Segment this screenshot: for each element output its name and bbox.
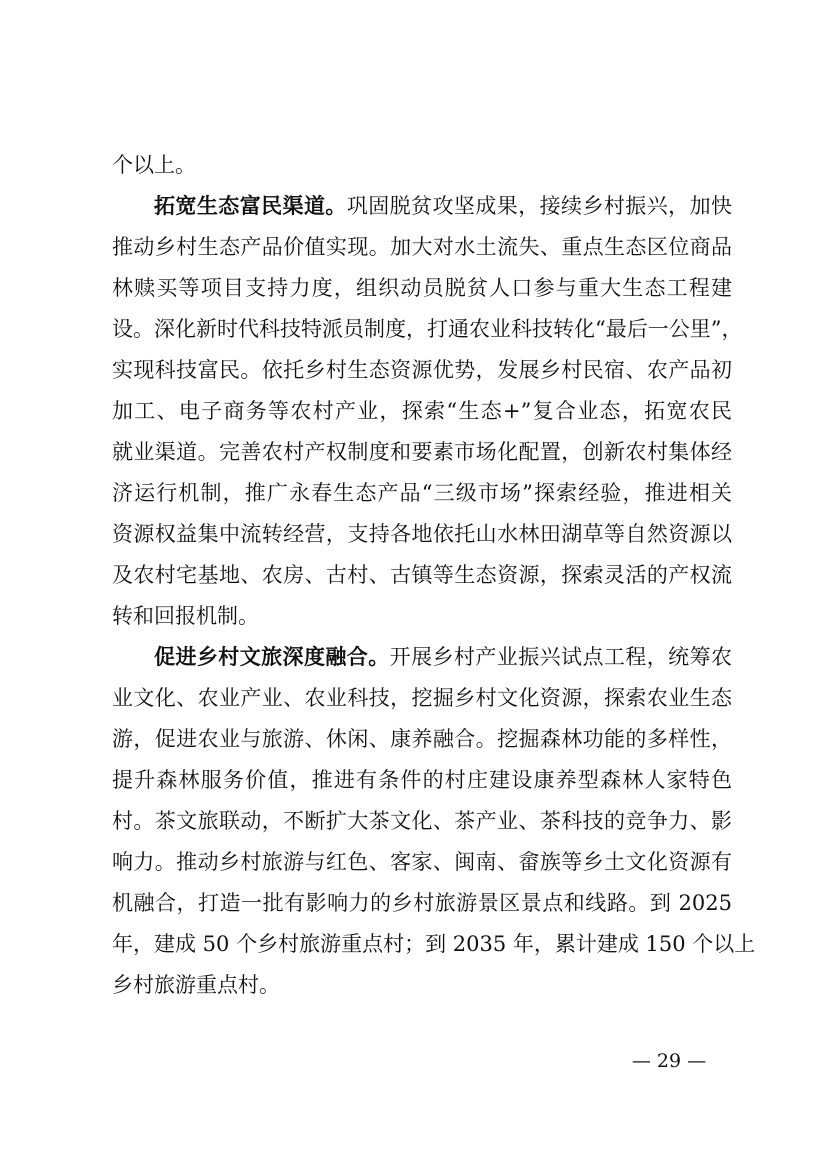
paragraph-line — [154, 640, 732, 674]
paragraph-line: 机融合，打造一批有影响力的乡村旅游景区景点和线路。到 2025 — [112, 891, 732, 915]
paragraph-line: 乡村旅游重点村。 — [112, 973, 280, 997]
paragraph-line: 年，建成 50 个乡村旅游重点村；到 2035 年，累计建成 150 个以上 — [112, 932, 756, 956]
paragraph-line: 实现科技富民。依托乡村生态资源优势，发展乡村民宿、农产品初 — [112, 358, 732, 382]
section-heading: 拓宽生态富民渠道。 — [154, 193, 347, 218]
paragraph-line: 推动乡村生态产品价值实现。加大对水土流失、重点生态区位商品 — [112, 235, 732, 259]
paragraph-line: 林赎买等项目支持力度，组织动员脱贫人口参与重大生态工程建 — [112, 276, 732, 300]
paragraph-line — [154, 189, 732, 223]
paragraph-line: 个以上。 — [112, 153, 196, 177]
paragraph-line: 转和回报机制。 — [112, 604, 259, 628]
section-heading: 促进乡村文旅深度融合。 — [154, 644, 390, 669]
paragraph-line: 村。茶文旅联动，不断扩大茶文化、茶产业、茶科技的竞争力、影 — [112, 809, 732, 833]
paragraph-text: 开展乡村产业振兴试点工程，统筹农 — [389, 645, 733, 669]
paragraph-line: 响力。推动乡村旅游与红色、客家、闽南、畲族等乡土文化资源有 — [112, 850, 732, 874]
paragraph-line: 业文化、农业产业、农业科技，挖掘乡村文化资源，探索农业生态 — [112, 686, 732, 710]
paragraph-line: 设。深化新时代科技特派员制度，打通农业科技转化“最后一公里”， — [112, 317, 743, 341]
paragraph-line: 济运行机制，推广永春生态产品“三级市场”探索经验，推进相关 — [112, 481, 732, 505]
paragraph-text: 巩固脱贫攻坚成果，接续乡村振兴，加快 — [346, 194, 733, 218]
paragraph-line: 就业渠道。完善农村产权制度和要素市场化配置，创新农村集体经 — [112, 440, 732, 464]
paragraph-line: 及农村宅基地、农房、古村、古镇等生态资源，探索灵活的产权流 — [112, 563, 732, 587]
paragraph-line: 提升森林服务价值，推进有条件的村庄建设康养型森林人家特色 — [112, 768, 732, 792]
paragraph-line: 资源权益集中流转经营，支持各地依托山水林田湖草等自然资源以 — [112, 522, 732, 546]
paragraph-line: 加工、电子商务等农村产业，探索“生态+”复合业态，拓宽农民 — [112, 399, 732, 423]
page-number: — 29 — — [631, 1050, 707, 1072]
paragraph-line: 游，促进农业与旅游、休闲、康养融合。挖掘森林功能的多样性， — [112, 727, 732, 751]
